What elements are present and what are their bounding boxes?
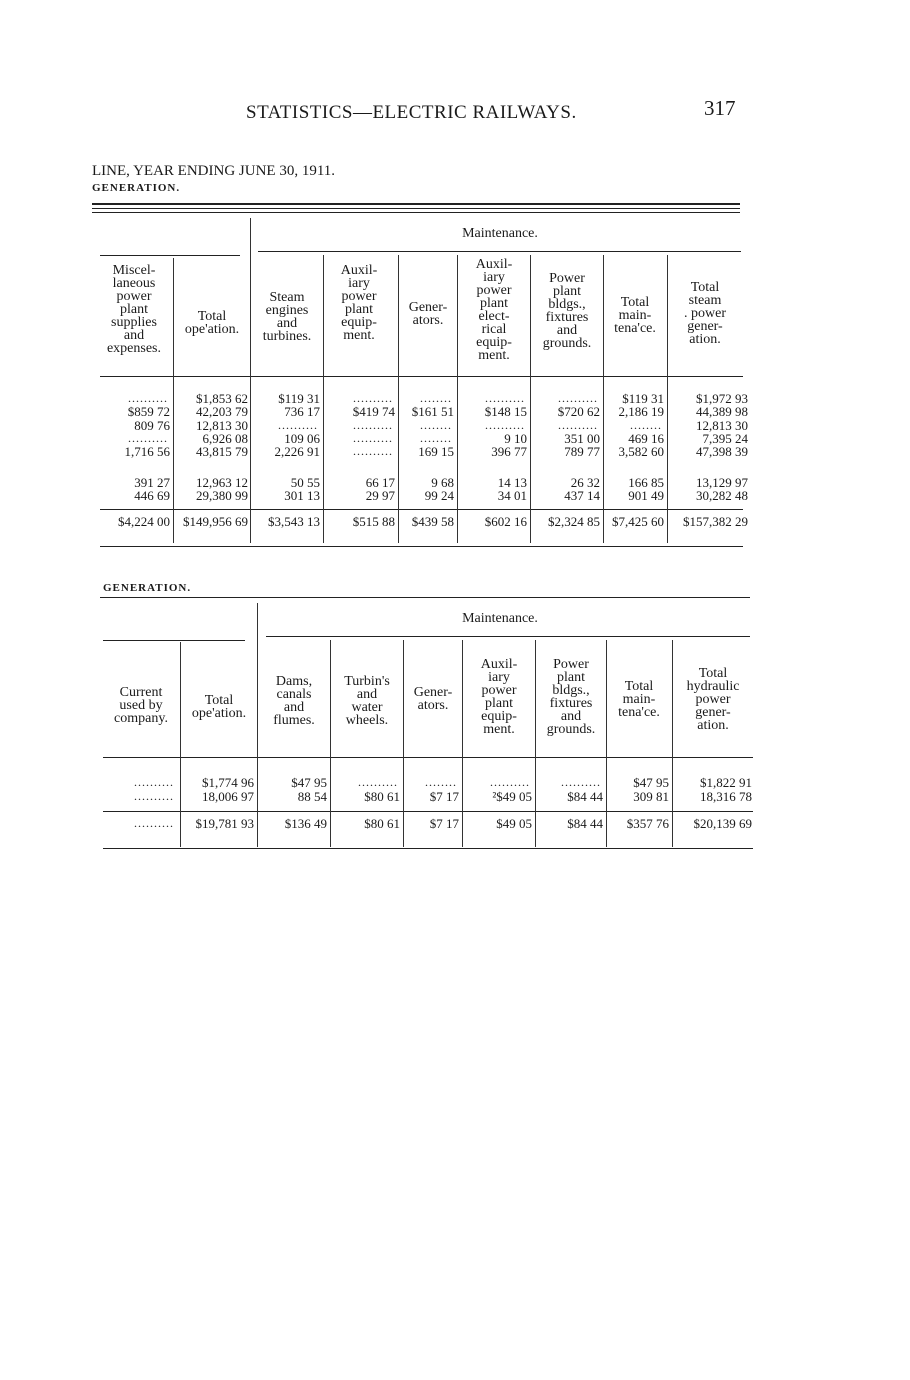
total-cell: $2,324 85 (548, 514, 600, 529)
page-number: 317 (704, 96, 736, 120)
table-cell: 901 49 (628, 488, 664, 503)
table-cell: 789 77 (564, 444, 600, 459)
table-cell: .......... (134, 789, 174, 803)
table-cell: 3,582 60 (618, 444, 664, 459)
table-cell: 66 17 (365, 475, 395, 490)
total-cell: $515 88 (352, 514, 395, 529)
table-cell: 166 85 (628, 475, 664, 490)
column-header: Gener- ators. (408, 300, 448, 328)
total-cell: $19,781 93 (195, 816, 254, 831)
table-cell: .......... (358, 775, 398, 789)
maintenance-group-header: Maintenance. (462, 226, 538, 241)
total-cell: $4,224 00 (118, 514, 170, 529)
table-cell: 29,380 99 (196, 488, 248, 503)
column-header: Power plant bldgs., fixtures and grounds. (546, 657, 596, 737)
table-cell: .......... (134, 775, 174, 789)
table-cell: $7 17 (429, 789, 459, 804)
table-cell: $80 61 (364, 789, 400, 804)
total-cell: $84 44 (567, 816, 603, 831)
table-cell: 9 10 (504, 431, 527, 446)
section-label-generation-steam: GENERATION. (92, 182, 181, 194)
table-cell: 2,186 19 (618, 404, 664, 419)
table-cell: $859 72 (127, 404, 170, 419)
table-cell: 34 01 (497, 488, 527, 503)
table-cell: 309 81 (633, 789, 669, 804)
table-cell: $47 95 (291, 775, 327, 790)
line-heading: LINE, YEAR ENDING JUNE 30, 1911. (92, 163, 336, 179)
column-header: Dams, canals and flumes. (273, 674, 315, 728)
table-cell: .......... (353, 431, 393, 445)
table-cell: 14 13 (497, 475, 527, 490)
table-cell: 2,226 91 (274, 444, 320, 459)
table-cell: 391 27 (134, 475, 170, 490)
total-cell: $49 05 (496, 816, 532, 831)
column-header: Auxil- iary power plant equip- ment. (340, 263, 378, 343)
table-cell: $419 74 (352, 404, 395, 419)
column-header: Total main- tena'ce. (614, 295, 656, 336)
table-cell: .......... (561, 775, 601, 789)
table-cell: .......... (490, 775, 530, 789)
column-header: Current used by company. (114, 685, 168, 726)
column-header: Steam engines and turbines. (262, 290, 312, 344)
table-cell: 26 32 (570, 475, 600, 490)
maintenance-group-header: Maintenance. (462, 611, 538, 626)
table-cell: $148 15 (484, 404, 527, 419)
column-header: Auxil- iary power plant elect- rical equip- ment. (475, 257, 513, 363)
column-header: Miscel- laneous power plant supplies and expenses. (106, 263, 162, 356)
total-cell: $20,139 69 (693, 816, 752, 831)
total-cell: $7,425 60 (612, 514, 664, 529)
table-cell: $1,774 96 (202, 775, 254, 790)
table-cell: .......... (353, 418, 393, 432)
table-cell: 29 97 (365, 488, 395, 503)
table-cell: 351 00 (564, 431, 600, 446)
table-cell: 88 54 (297, 789, 327, 804)
table-cell: $720 62 (557, 404, 600, 419)
table-cell: 47,398 39 (696, 444, 748, 459)
table-cell: 18,006 97 (202, 789, 254, 804)
total-cell: .......... (134, 816, 174, 830)
table-cell: 13,129 97 (696, 475, 748, 490)
table-cell: ²$49 05 (492, 789, 532, 804)
table-cell: $119 31 (622, 391, 664, 406)
column-header: Total hydraulic power gener- ation. (686, 666, 740, 733)
table-cell: .......... (353, 444, 393, 458)
table-cell: 12,813 30 (196, 418, 248, 433)
table-cell: ........ (425, 775, 457, 789)
table-cell: 9 68 (431, 475, 454, 490)
column-header: Turbin's and water wheels. (344, 674, 390, 728)
table-cell: 736 17 (284, 404, 320, 419)
column-header: Auxil- iary power plant equip- ment. (480, 657, 518, 737)
total-cell: $439 58 (411, 514, 454, 529)
table-cell: 7,395 24 (702, 431, 748, 446)
total-cell: $157,382 29 (683, 514, 748, 529)
table-cell: .......... (485, 391, 525, 405)
table-cell: .......... (558, 418, 598, 432)
column-header: Total ope'ation. (191, 693, 247, 721)
table-cell: 169 15 (418, 444, 454, 459)
section-label-generation-hydraulic: GENERATION. (103, 582, 192, 594)
column-header: Gener- ators. (413, 685, 453, 713)
table-cell: ........ (420, 431, 452, 445)
table-cell: 30,282 48 (696, 488, 748, 503)
running-title: STATISTICS—ELECTRIC RAILWAYS. (246, 102, 577, 123)
table-cell: 50 55 (290, 475, 320, 490)
table-cell: ........ (630, 418, 662, 432)
table-cell: .......... (353, 391, 393, 405)
total-cell: $7 17 (429, 816, 459, 831)
total-cell: $149,956 69 (183, 514, 248, 529)
table-cell: 18,316 78 (700, 789, 752, 804)
table-cell: 301 13 (284, 488, 320, 503)
table-cell: $1,822 91 (700, 775, 752, 790)
table-cell: 396 77 (491, 444, 527, 459)
table-cell: .......... (485, 418, 525, 432)
table-cell: $47 95 (633, 775, 669, 790)
table-cell: 6,926 08 (202, 431, 248, 446)
table-cell: 437 14 (564, 488, 600, 503)
table-cell: 469 16 (628, 431, 664, 446)
table-cell: $119 31 (278, 391, 320, 406)
table-cell: ........ (420, 418, 452, 432)
table-cell: 42,203 79 (196, 404, 248, 419)
table-cell: 109 06 (284, 431, 320, 446)
table-cell: .......... (128, 391, 168, 405)
column-header: Total ope'ation. (184, 309, 240, 337)
column-header: Total main- tena'ce. (618, 679, 660, 720)
total-cell: $602 16 (484, 514, 527, 529)
table-cell: 809 76 (134, 418, 170, 433)
table-cell: $1,853 62 (196, 391, 248, 406)
column-header: Power plant bldgs., fixtures and grounds. (542, 271, 592, 351)
table-cell: 1,716 56 (124, 444, 170, 459)
table-cell: .......... (558, 391, 598, 405)
column-header: Total steam . power gener- ation. (684, 280, 726, 347)
table-cell: 99 24 (424, 488, 454, 503)
table-cell: 12,963 12 (196, 475, 248, 490)
table-cell: $1,972 93 (696, 391, 748, 406)
total-cell: $80 61 (364, 816, 400, 831)
table-cell: .......... (278, 418, 318, 432)
table-cell: 43,815 79 (196, 444, 248, 459)
table-cell: $161 51 (411, 404, 454, 419)
table-cell: 446 69 (134, 488, 170, 503)
table-cell: .......... (128, 431, 168, 445)
total-cell: $357 76 (626, 816, 669, 831)
total-cell: $3,543 13 (268, 514, 320, 529)
table-cell: ........ (420, 391, 452, 405)
table-cell: $84 44 (567, 789, 603, 804)
table-cell: 44,389 98 (696, 404, 748, 419)
total-cell: $136 49 (284, 816, 327, 831)
table-cell: 12,813 30 (696, 418, 748, 433)
